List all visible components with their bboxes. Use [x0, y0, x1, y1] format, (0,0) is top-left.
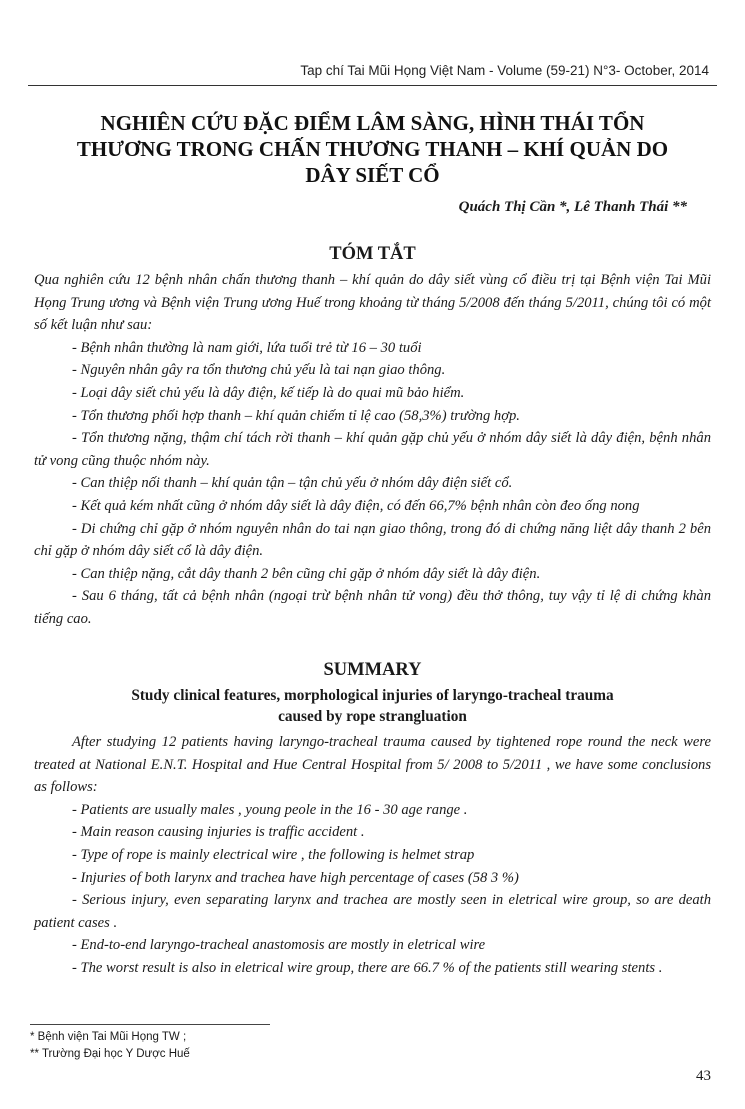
authors: Quách Thị Cần *, Lê Thanh Thái ** — [458, 199, 687, 215]
page-number: 43 — [696, 1068, 711, 1084]
title-line: NGHIÊN CỨU ĐẶC ĐIỂM LÂM SÀNG, HÌNH THÁI TỔN — [100, 111, 645, 135]
abstract-intro: Qua nghiên cứu 12 bệnh nhân chấn thương thanh – khí quản do dây siết vùng cổ điều trị tại Bệnh viện Tai Mũi Họng Trung ương và Bệnh viện Trung ương Huế trong khoảng từ tháng 5/2008 đến tháng 5/2011, chúng tôi có một số kết luận như sau: — [34, 272, 711, 334]
summary-en-body — [34, 731, 711, 980]
abstract-point: - Sau 6 tháng, tất cả bệnh nhân (ngoại trừ bệnh nhân tử vong) đều thở thông, tuy vậy tỉ lệ di chứng khàn tiếng cao. — [34, 588, 711, 627]
abstract-point: - Tổn thương phối hợp thanh – khí quản chiếm tỉ lệ cao (58,3%) trường hợp. — [72, 407, 520, 424]
summary-title — [30, 685, 715, 727]
abstract-vi-body — [34, 269, 711, 631]
journal-header: Tap chí Tai Mũi Họng Việt Nam - Volume (59-21) N°3- October, 2014 — [300, 63, 709, 78]
title-line: THƯƠNG TRONG CHẤN THƯƠNG THANH – KHÍ QUẢN DO — [76, 137, 669, 161]
article-title — [40, 110, 705, 188]
abstract-heading: TÓM TẮT — [329, 244, 416, 264]
abstract-point: - Di chứng chỉ gặp ở nhóm nguyên nhân do tai nạn giao thông, trong đó di chứng năng liệt dây thanh 2 bên chỉ gặp ở nhóm dây siết cổ là dây điện. — [34, 520, 711, 560]
abstract-point: - Can thiệp nặng, cắt dây thanh 2 bên cũng chỉ gặp ở nhóm dây siết là dây điện. — [72, 565, 541, 582]
summary-point: - Type of rope is mainly electrical wire , the following is helmet strap — [72, 846, 475, 863]
footnote: * Bệnh viện Tai Mũi Họng TW ; — [30, 1031, 187, 1043]
summary-point: - Patients are usually males , young peole in the 16 - 30 age range . — [72, 801, 468, 818]
footnotes — [30, 1029, 190, 1063]
summary-point: - The worst result is also in eletrical wire group, there are 66.7 % of the patients still wearing stents . — [72, 959, 663, 976]
summary-intro: After studying 12 patients having laryngo-tracheal trauma caused by tightened rope round the neck were treated at National E.N.T. Hospital and Hue Central Hospital from 5/ 2008 to 5/2011 , we have some conclusions as follows: — [34, 734, 711, 796]
abstract-point: - Loại dây siết chủ yếu là dây điện, kế tiếp là do quai mũ bảo hiểm. — [72, 384, 465, 401]
footnote: ** Trường Đại học Y Dược Huế — [30, 1048, 190, 1060]
title-line: DÂY SIẾT CỔ — [305, 163, 440, 187]
abstract-point: - Tổn thương nặng, thậm chí tách rời thanh – khí quản gặp chủ yếu ở nhóm dây siết là dây điện, bệnh nhân tử vong cũng thuộc nhóm này. — [34, 430, 711, 469]
abstract-point: - Nguyên nhân gây ra tổn thương chủ yếu là tai nạn giao thông. — [72, 362, 446, 379]
header-divider — [28, 85, 717, 86]
summary-title-line: Study clinical features, morphological injuries of laryngo-tracheal trauma — [131, 687, 614, 704]
summary-point: - Serious injury, even separating larynx and trachea are mostly seen in eletrical wire group, so are death patient cases . — [34, 892, 711, 931]
abstract-point: - Kết quả kém nhất cũng ở nhóm dây siết là dây điện, có đến 66,7% bệnh nhân còn đeo ống nong — [72, 497, 640, 514]
summary-point: - End-to-end laryngo-tracheal anastomosis are mostly in eletrical wire — [72, 937, 486, 954]
summary-point: - Injuries of both larynx and trachea have high percentage of cases (58 3 %) — [72, 869, 519, 886]
footnote-divider — [30, 1024, 270, 1025]
summary-heading: SUMMARY — [323, 660, 422, 680]
abstract-point: - Bệnh nhân thường là nam giới, lứa tuổi trẻ từ 16 – 30 tuổi — [72, 339, 422, 356]
abstract-point: - Can thiệp nối thanh – khí quản tận – tận chủ yếu ở nhóm dây điện siết cổ. — [72, 475, 513, 492]
summary-point: - Main reason causing injuries is traffic accident . — [72, 824, 365, 841]
summary-title-line: caused by rope strangluation — [278, 708, 467, 725]
